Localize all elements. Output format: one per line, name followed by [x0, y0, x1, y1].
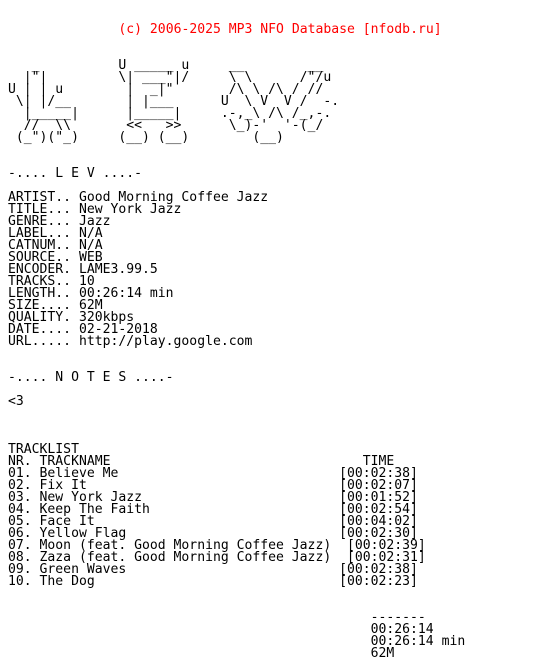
- nfo-line: [0, 408, 560, 420]
- nfo-body: [0, 60, 560, 660]
- nfo-line: 05. Face It [00:04:02]: [8, 514, 418, 529]
- nfo-line: 06. Yellow Flag [00:02:30]: [8, 526, 418, 541]
- nfo-line: 09. Green Waves [00:02:38]: [8, 562, 418, 577]
- nfo-line: _ U _____ u __ __: [8, 58, 324, 73]
- nfo-line: |"| \| ___"|/ \ \ /"/u: [8, 70, 332, 85]
- nfo-line: GENRE... Jazz: [8, 214, 111, 229]
- nfo-line: <3: [8, 394, 24, 409]
- nfo-line: -.... N O T E S ....-: [8, 370, 174, 385]
- nfo-line: 00:26:14: [8, 622, 434, 637]
- nfo-line: [0, 432, 560, 444]
- nfo-line: [0, 384, 560, 396]
- nfo-line: 02. Fix It [00:02:07]: [8, 478, 418, 493]
- nfo-line: ENCODER. LAME3.99.5: [8, 262, 158, 277]
- nfo-line: 07. Moon (feat. Good Morning Coffee Jazz) [00:02:39]: [8, 538, 426, 553]
- nfo-line: SOURCE.. WEB: [8, 250, 103, 265]
- nfo-line: 01. Believe Me [00:02:38]: [8, 466, 418, 481]
- nfo-line: 04. Keep The Faith [00:02:54]: [8, 502, 418, 517]
- nfo-header-copyright: (c) 2006-2025 MP3 NFO Database [nfodb.ru]: [118, 22, 442, 37]
- nfo-line: |_____| |_____| .-,_\ /\ /_,-.: [8, 106, 332, 121]
- nfo-line: CATNUM.. N/A: [8, 238, 103, 253]
- nfo-line: [0, 348, 560, 360]
- nfo-line: LABEL... N/A: [8, 226, 103, 241]
- nfo-line: 08. Zaza (feat. Good Morning Coffee Jazz) [00:02:31]: [8, 550, 426, 565]
- nfo-line: // \\ << >> \_)-' '-(_/: [8, 118, 324, 133]
- nfo-line: 00:26:14 min: [8, 634, 466, 649]
- nfo-line: 10. The Dog [00:02:23]: [8, 574, 418, 589]
- nfo-line: (_")("_) (__) (__) (__): [8, 130, 284, 145]
- nfo-line: TRACKS.. 10: [8, 274, 95, 289]
- nfo-line: ARTIST.. Good Morning Coffee Jazz: [8, 190, 269, 205]
- nfo-line: [0, 144, 560, 156]
- nfo-line: \| |/__ | |___ U \ V V / -.: [8, 94, 340, 109]
- nfo-line: LENGTH.. 00:26:14 min: [8, 286, 174, 301]
- nfo-line: TITLE... New York Jazz: [8, 202, 182, 217]
- nfo-line: -------: [8, 610, 426, 625]
- nfo-line: QUALITY. 320kbps: [8, 310, 135, 325]
- nfo-line: -.... L E V ....-: [8, 166, 143, 181]
- nfo-line: [0, 588, 560, 600]
- nfo-line: SIZE.... 62M: [8, 298, 103, 313]
- nfo-line: U | | u | _|" /\ \ /\ / //: [8, 82, 324, 97]
- nfo-line: [0, 420, 560, 432]
- nfo-line: 62M: [8, 646, 395, 661]
- nfo-line: NR. TRACKNAME TIME: [8, 454, 395, 469]
- nfo-line: 03. New York Jazz [00:01:52]: [8, 490, 418, 505]
- nfo-line: URL..... http://play.google.com: [8, 334, 253, 349]
- nfo-line: TRACKLIST: [8, 442, 79, 457]
- nfo-line: DATE.... 02-21-2018: [8, 322, 158, 337]
